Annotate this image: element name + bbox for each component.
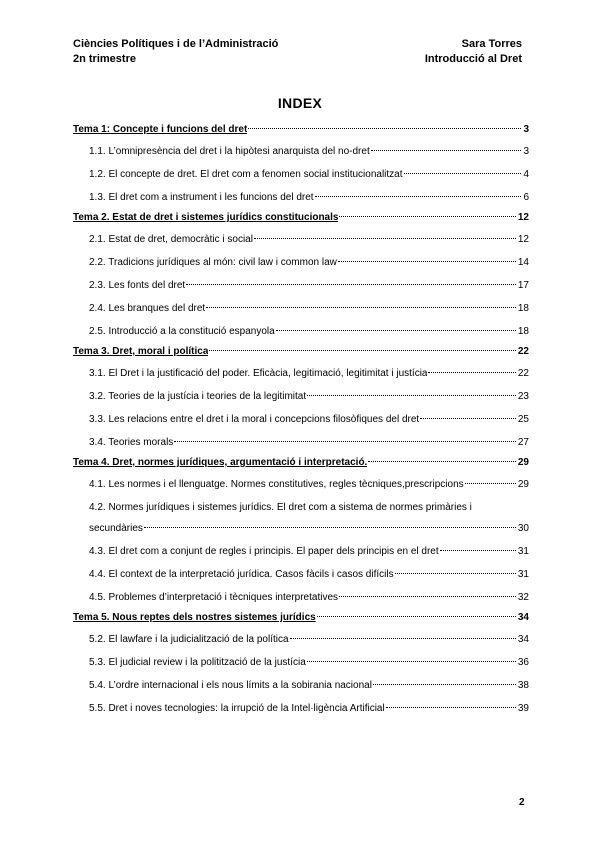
toc-entry-label: 5.4. L’ordre internacional i els nous límits a la sobirania nacional bbox=[89, 680, 372, 691]
toc-entry-page: 36 bbox=[517, 657, 529, 668]
toc-section-1-1[interactable] bbox=[73, 141, 529, 162]
toc-section-4-5[interactable] bbox=[73, 587, 529, 608]
toc-entry-page: 30 bbox=[517, 523, 529, 534]
page-header bbox=[73, 37, 522, 67]
toc-section-3-2[interactable] bbox=[73, 386, 529, 407]
toc-section-5-4[interactable] bbox=[73, 675, 529, 696]
toc-entry-page: 34 bbox=[517, 612, 529, 623]
toc-entry-page: 3 bbox=[523, 146, 529, 157]
toc-leader-dots bbox=[290, 637, 516, 639]
toc-entry-page: 31 bbox=[517, 546, 529, 557]
toc-leader-dots bbox=[254, 237, 516, 239]
toc-entry-label: Tema 3. Dret, moral i política bbox=[73, 346, 209, 357]
toc-entry-label: 1.3. El dret com a instrument i les funcions del dret bbox=[89, 192, 314, 203]
toc-entry-label: 3.3. Les relacions entre el dret i la moral i concepcions filosòfiques del dret bbox=[89, 414, 420, 425]
toc-entry-label: 4.5. Problemes d’interpretació i tècniques interpretatives bbox=[89, 592, 339, 603]
toc-entry-label: Tema 5. Nous reptes dels nostres sistemes jurídics bbox=[73, 612, 316, 623]
toc-entry-label-continued: secundàries bbox=[89, 523, 143, 534]
toc-leader-dots bbox=[206, 306, 516, 308]
toc-entry-label: Tema 1: Concepte i funcions del dret bbox=[73, 124, 248, 135]
toc-leader-dots bbox=[186, 283, 516, 285]
toc-leader-dots bbox=[440, 549, 516, 551]
toc-chapter-5[interactable] bbox=[73, 608, 529, 627]
toc-entry-label: 2.3. Les fonts del dret bbox=[89, 280, 186, 291]
toc-entry-page: 22 bbox=[517, 346, 529, 357]
toc-entry-label: 5.3. El judicial review i la politització de la justícia bbox=[89, 657, 306, 668]
toc-entry-page: 23 bbox=[517, 391, 529, 402]
toc-leader-dots bbox=[317, 615, 516, 617]
toc-entry-label: 2.4. Les branques del dret bbox=[89, 303, 206, 314]
toc-leader-dots bbox=[315, 195, 522, 197]
toc-entry-page: 18 bbox=[517, 303, 529, 314]
toc-leader-dots bbox=[368, 460, 516, 462]
toc-entry-page: 38 bbox=[517, 680, 529, 691]
toc-section-4-4[interactable] bbox=[73, 564, 529, 585]
toc-entry-label: 2.1. Estat de dret, democràtic i social bbox=[89, 234, 253, 245]
table-of-contents bbox=[73, 120, 529, 719]
toc-section-2-2[interactable] bbox=[73, 252, 529, 273]
toc-entry-page: 39 bbox=[517, 703, 529, 714]
toc-entry-page: 3 bbox=[523, 124, 529, 135]
toc-entry-page: 12 bbox=[517, 212, 529, 223]
toc-entry-page: 22 bbox=[517, 368, 529, 379]
toc-section-2-5[interactable] bbox=[73, 321, 529, 342]
toc-entry-label: Tema 4. Dret, normes jurídiques, argumentació i interpretació. bbox=[73, 457, 368, 468]
toc-section-2-1[interactable] bbox=[73, 229, 529, 250]
toc-section-2-4[interactable] bbox=[73, 298, 529, 319]
toc-entry-label: 2.2. Tradicions jurídiques al món: civil law i common law bbox=[89, 257, 337, 268]
toc-leader-dots bbox=[209, 349, 515, 351]
toc-leader-dots bbox=[395, 572, 516, 574]
toc-entry-page: 32 bbox=[517, 592, 529, 603]
toc-chapter-2[interactable] bbox=[73, 208, 529, 227]
toc-entry-label: 5.2. El lawfare i la judicialització de la política bbox=[89, 634, 289, 645]
toc-entry-label: Tema 2. Estat de dret i sistemes jurídics constitucionals bbox=[73, 212, 339, 223]
toc-leader-dots bbox=[307, 660, 516, 662]
toc-section-5-3[interactable] bbox=[73, 652, 529, 673]
toc-leader-dots bbox=[428, 371, 515, 373]
toc-chapter-1[interactable] bbox=[73, 120, 529, 139]
toc-entry-page: 29 bbox=[517, 479, 529, 490]
toc-leader-dots bbox=[174, 440, 516, 442]
toc-leader-dots bbox=[144, 526, 516, 528]
toc-entry-label: 4.3. El dret com a conjunt de regles i principis. El paper dels principis en el dret bbox=[89, 546, 439, 557]
toc-chapter-4[interactable] bbox=[73, 453, 529, 472]
toc-section-5-5[interactable] bbox=[73, 698, 529, 719]
toc-entry-label: 4.2. Normes jurídiques i sistemes jurídics. El dret com a sistema de normes primàries i bbox=[89, 502, 472, 513]
toc-entry-label: 1.1. L’omnipresència del dret i la hipòtesi anarquista del no-dret bbox=[89, 146, 370, 157]
index-title: INDEX bbox=[277, 95, 323, 111]
toc-leader-dots bbox=[338, 260, 516, 262]
toc-leader-dots bbox=[307, 394, 516, 396]
toc-section-4-1[interactable] bbox=[73, 474, 529, 495]
toc-section-1-3[interactable] bbox=[73, 187, 529, 208]
toc-entry-page: 29 bbox=[517, 457, 529, 468]
toc-leader-dots bbox=[371, 149, 522, 151]
toc-section-4-3[interactable] bbox=[73, 541, 529, 562]
toc-entry-label: 1.2. El concepte de dret. El dret com a fenomen social institucionalitzat bbox=[89, 169, 403, 180]
toc-entry-page: 14 bbox=[517, 257, 529, 268]
toc-section-1-2[interactable] bbox=[73, 164, 529, 185]
toc-section-2-3[interactable] bbox=[73, 275, 529, 296]
toc-entry-page: 17 bbox=[517, 280, 529, 291]
toc-section-4-2[interactable] bbox=[73, 497, 529, 539]
toc-section-5-2[interactable] bbox=[73, 629, 529, 650]
toc-entry-page: 18 bbox=[517, 326, 529, 337]
toc-leader-dots bbox=[420, 417, 516, 419]
toc-leader-dots bbox=[248, 127, 521, 129]
header-author: Sara Torres bbox=[461, 38, 522, 50]
page-number: 2 bbox=[519, 797, 525, 808]
toc-leader-dots bbox=[339, 595, 516, 597]
toc-entry-page: 34 bbox=[517, 634, 529, 645]
toc-section-3-1[interactable] bbox=[73, 363, 529, 384]
toc-entry-page: 25 bbox=[517, 414, 529, 425]
toc-entry-page: 6 bbox=[523, 192, 529, 203]
toc-entry-label: 3.1. El Dret i la justificació del poder. Eficàcia, legitimació, legitimitat i justícia bbox=[89, 368, 428, 379]
toc-leader-dots bbox=[339, 215, 515, 217]
toc-entry-page: 27 bbox=[517, 437, 529, 448]
header-course-name: Ciències Polítiques i de l’Administració bbox=[73, 38, 279, 50]
toc-leader-dots bbox=[386, 706, 516, 708]
toc-entry-label: 4.4. El context de la interpretació jurídica. Casos fàcils i casos difícils bbox=[89, 569, 394, 580]
toc-leader-dots bbox=[373, 683, 516, 685]
toc-leader-dots bbox=[404, 172, 522, 174]
toc-entry-label: 3.4. Teories morals bbox=[89, 437, 174, 448]
header-term: 2n trimestre bbox=[73, 53, 136, 65]
toc-leader-dots bbox=[465, 482, 516, 484]
toc-entry-page: 31 bbox=[517, 569, 529, 580]
toc-chapter-3[interactable] bbox=[73, 342, 529, 361]
toc-section-3-4[interactable] bbox=[73, 432, 529, 453]
toc-leader-dots bbox=[276, 329, 516, 331]
toc-entry-label: 3.2. Teories de la justícia i teories de la legitimitat bbox=[89, 391, 307, 402]
toc-section-3-3[interactable] bbox=[73, 409, 529, 430]
header-subject: Introducció al Dret bbox=[424, 53, 522, 65]
toc-entry-page: 12 bbox=[517, 234, 529, 245]
toc-entry-label: 2.5. Introducció a la constitució espanyola bbox=[89, 326, 275, 337]
toc-entry-label: 4.1. Les normes i el llenguatge. Normes constitutives, regles tècniques,prescripcions bbox=[89, 479, 464, 490]
toc-entry-page: 4 bbox=[523, 169, 529, 180]
toc-entry-label: 5.5. Dret i noves tecnologies: la irrupció de la Intel·ligència Artificial bbox=[89, 703, 385, 714]
